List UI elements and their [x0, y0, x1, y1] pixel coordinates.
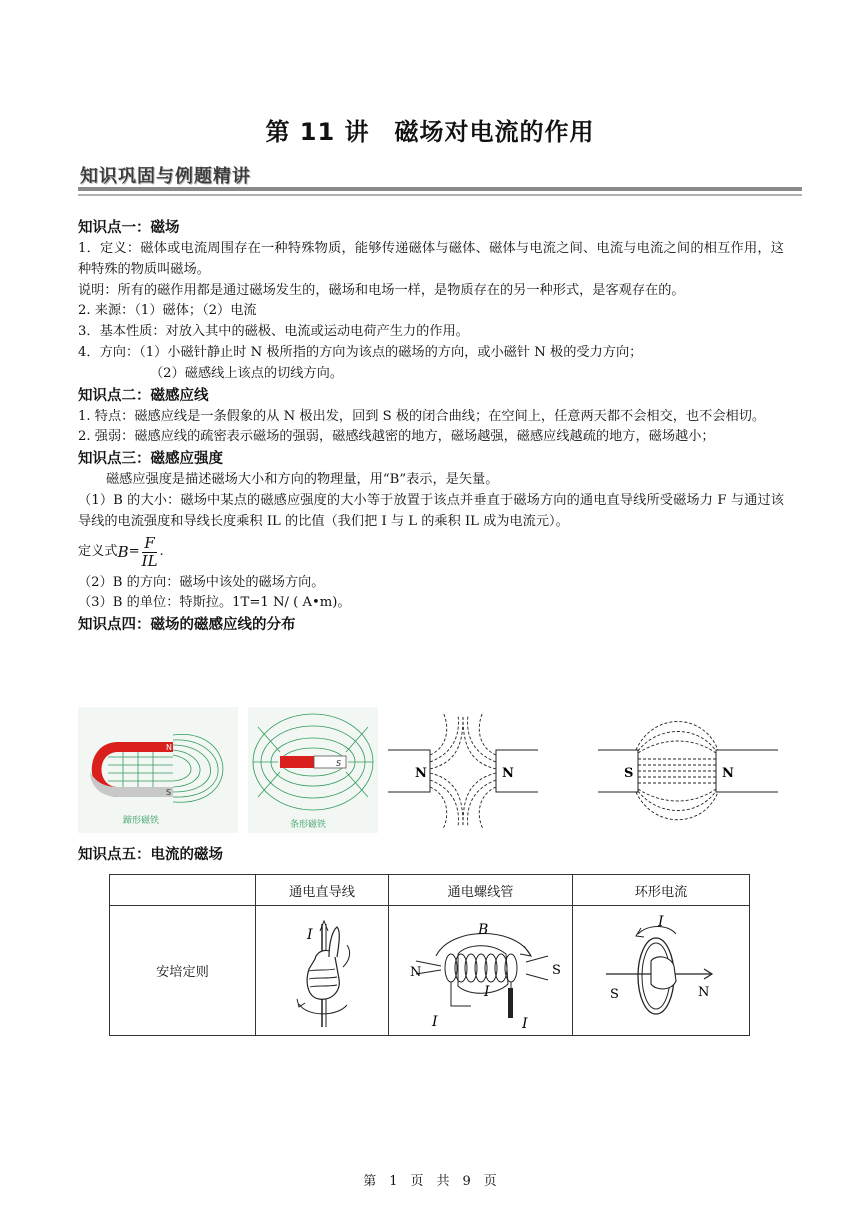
banner-text: 知识巩固与例题精讲: [80, 166, 251, 187]
fig1-pole-n: N: [166, 743, 172, 752]
table-header-row: [110, 875, 750, 906]
formula-fraction: [142, 535, 158, 570]
formula-prefix: 定义式: [78, 544, 118, 560]
page-title: 第 11 讲 磁场对电流的作用: [265, 118, 595, 146]
k5-heading: 知识点五：电流的磁场: [78, 847, 223, 863]
table-header-cell: 通电螺线管: [389, 875, 573, 906]
solenoid-label-i-left: I: [431, 1014, 438, 1030]
k4-heading: 知识点四：磁场的磁感应线的分布: [78, 617, 296, 634]
table-header-cell: [110, 875, 256, 906]
formula-denominator: IL: [141, 552, 158, 571]
fig4-pole-n: N: [722, 766, 734, 781]
definition-formula: [78, 533, 784, 573]
k3-unit: （3）B 的单位：特斯拉。1T=1 N/ ( A•m)。: [78, 595, 351, 611]
content-body: [78, 217, 784, 636]
k1-direction-2: （2）磁感线上该点的切线方向。: [150, 365, 344, 381]
bar-magnet-figure: [248, 707, 378, 833]
k1-direction-1: 4．方向：（1）小磁针静止时 N 极所指的方向为该点的磁场的方向，或小磁针 N 极的受力方向；: [78, 344, 643, 360]
k1-note: 说明：所有的磁作用都是通过磁场发生的，磁场和电场一样，是物质存在的另一种形式，是客观存在的。: [78, 282, 685, 298]
horseshoe-magnet-figure: [78, 707, 238, 833]
straight-wire-cell: [256, 906, 389, 1036]
page-footer: 第 1 页 共 9 页: [363, 1174, 497, 1189]
k3-direction: （2）B 的方向：磁场中该处的磁场方向。: [78, 574, 325, 590]
fig3-pole-right: N: [502, 766, 514, 781]
fig3-pole-left: N: [415, 766, 427, 781]
wire-label-i: I: [307, 926, 313, 943]
straight-wire-hand-figure: [277, 909, 367, 1029]
formula-lhs: B: [117, 543, 129, 562]
field-line-figures: [78, 707, 778, 833]
formula-numerator: F: [144, 534, 155, 553]
row-label-ampere-rule: 安培定则: [110, 906, 256, 1036]
solenoid-hand-figure: [396, 906, 566, 1031]
section-banner: [78, 160, 802, 200]
solenoid-label-b: B: [477, 922, 488, 938]
table-header-cell: 环形电流: [573, 875, 750, 906]
ampere-rule-table: [109, 874, 750, 1036]
loop-current-hand-figure: [596, 906, 726, 1031]
k2-feature: 1. 特点：磁感应线是一条假象的从 N 极出发，回到 S 极的闭合曲线；在空间上，任意两天都不会相交，也不会相切。: [78, 408, 766, 424]
fig1-caption: 蹄形磁铁: [123, 816, 160, 826]
table-header-cell: 通电直导线: [256, 875, 389, 906]
k2-strength: 2. 强弱：磁感应线的疏密表示磁场的强弱，磁感线越密的地方，磁场越强，磁感应线越疏的地方，磁场越小；: [78, 429, 715, 445]
fig4-pole-s: S: [624, 766, 634, 781]
k2-heading: 知识点二：磁感应线: [78, 387, 209, 404]
k1-definition: 1．定义：磁体或电流周围存在一种特殊物质，能够传递磁体与磁体、磁体与电流之间、电流与电流之间的相互作用，这种特殊的物质叫磁场。: [78, 241, 784, 277]
formula-end: .: [159, 544, 164, 560]
banner-rule-thin: [78, 194, 802, 196]
loop-label-n: N: [698, 985, 710, 1000]
opposite-poles-figure: [598, 707, 778, 833]
loop-label-i: I: [658, 914, 664, 930]
k3-heading: 知识点三：磁感应强度: [78, 451, 223, 468]
k3-intro: 磁感应强度是描述磁场大小和方向的物理量，用“B”表示，是矢量。: [106, 472, 499, 488]
k1-heading: 知识点一：磁场: [78, 220, 180, 236]
loop-label-s: S: [610, 987, 619, 1002]
k1-source: 2. 来源：（1）磁体；（2）电流: [78, 303, 257, 319]
formula-eq: =: [128, 544, 140, 560]
banner-rule-thick: [78, 187, 802, 191]
solenoid-cell: [389, 906, 573, 1036]
k3-size: （1）B 的大小：磁场中某点的磁感应强度的大小等于放置于该点并垂直于磁场方向的通电直导线所受磁场力 F 与通过该导线的电流强度和导线长度乘积 IL 的比值（我们把 I 与 L 的乘积 IL 成为电流元）。: [78, 492, 784, 529]
fig2-caption: 条形磁铁: [290, 820, 327, 830]
loop-current-cell: [573, 906, 750, 1036]
solenoid-label-i-center: I: [483, 984, 490, 1000]
solenoid-label-i-right: I: [521, 1016, 528, 1031]
table-row: [110, 906, 750, 1036]
fig2-pole-s: S: [336, 759, 342, 768]
solenoid-label-n: N: [409, 965, 421, 980]
k1-property: 3．基本性质：对放入其中的磁极、电流或运动电荷产生力的作用。: [78, 324, 469, 340]
fig1-pole-s: S: [166, 788, 172, 797]
like-poles-figure: [388, 707, 538, 833]
solenoid-label-s: S: [551, 963, 561, 978]
